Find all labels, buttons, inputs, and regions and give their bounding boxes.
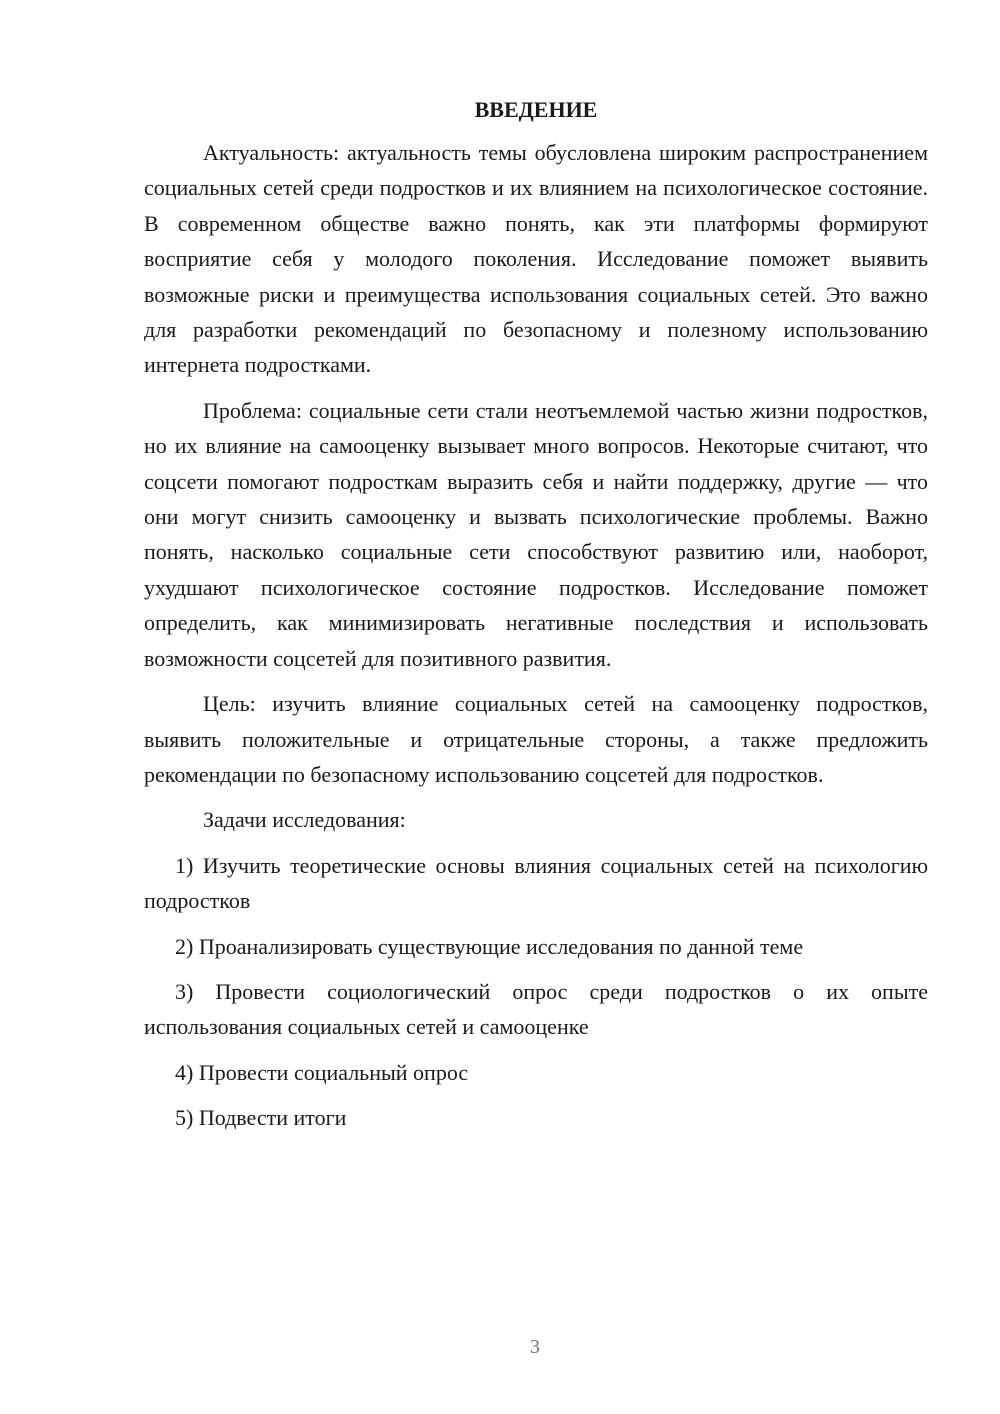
goal-paragraph: Цель: изучить влияние социальных сетей на самооценку подростков, выявить положительные и отрицательные стороны, а также предложить рекомендации по безопасному использованию соцсетей для подростков.: [144, 691, 928, 787]
task-item-1: 1) Изучить теоретические основы влияния социальных сетей на психологию подростков: [144, 852, 928, 914]
page-number: 3: [530, 1336, 540, 1358]
task-item-2: 2) Проанализировать существующие исследования по данной теме: [175, 933, 804, 959]
task-item-5: 5) Подвести итоги: [175, 1105, 347, 1131]
problem-paragraph: Проблема: социальные сети стали неотъемлемой частью жизни подростков, но их влияние на самооценку вызывает много вопросов. Некоторые считают, что соцсети помогают подросткам выразить себя и найти поддержку, другие — что они могут снизить самооценку и вызвать психологические проблемы. Важно понять, насколько социальные сети способствуют развитию или, наоборот, ухудшают психологическое состояние подростков. Исследование поможет определить, как минимизировать негативные последствия и использовать возможности соцсетей для позитивного развития.: [144, 397, 928, 671]
task-item-4: 4) Провести социальный опрос: [175, 1059, 469, 1085]
page-title: ВВЕДЕНИЕ: [474, 97, 598, 122]
tasks-heading: Задачи исследования:: [203, 807, 406, 833]
relevance-paragraph: Актуальность: актуальность темы обусловлена широким распространением социальных сетей среди подростков и их влиянием на психологическое состояние. В современном обществе важно понять, как эти платформы формируют восприятие себя у молодого поколения. Исследование поможет выявить возможные риски и преимущества использования социальных сетей. Это важно для разработки рекомендаций по безопасному и полезному использованию интернета подростками.: [144, 140, 928, 378]
task-item-3: 3) Провести социологический опрос среди подростков о их опыте использования социальных сетей и самооценке: [144, 978, 928, 1040]
page-content: [144, 92, 928, 1136]
